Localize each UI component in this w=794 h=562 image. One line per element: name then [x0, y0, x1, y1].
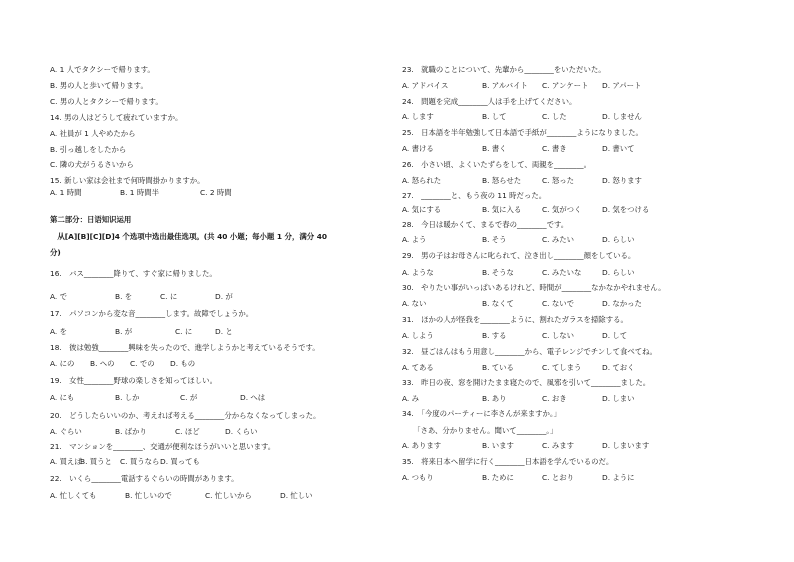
- options-row: [50, 427, 380, 437]
- question-line: 17. パソコンから変な音________します。故障でしょうか。: [50, 309, 254, 318]
- answer-option: B. 忙しいので: [125, 491, 172, 500]
- answer-option: B. への: [90, 359, 115, 368]
- question-line: 27. ________と、もう夜の 11 時だった。: [402, 191, 547, 200]
- answer-option: A. 書ける: [402, 144, 434, 153]
- answer-option: D. して: [602, 331, 628, 340]
- answer-option: C. に: [175, 327, 193, 336]
- section-heading: 分): [50, 248, 61, 257]
- options-row: [402, 112, 752, 122]
- answer-option: B. そう: [482, 235, 507, 244]
- answer-option: C. 忙しいから: [205, 491, 252, 500]
- answer-option: A. ような: [402, 268, 434, 277]
- answer-option: D. へは: [240, 393, 266, 402]
- question-line: 28. 今日は暖かくて、まるで春の________です。: [402, 220, 569, 229]
- answer-option: C. ほど: [175, 427, 200, 436]
- answer-option: C. ないで: [542, 299, 575, 308]
- options-row: [402, 331, 752, 341]
- answer-option: C. アンケート: [542, 81, 589, 90]
- answer-option: D. 気をつける: [602, 205, 650, 214]
- answer-option: B. 書く: [482, 144, 507, 153]
- answer-option: B. なくて: [482, 299, 514, 308]
- answer-option: D. ておく: [602, 363, 635, 372]
- answer-option: B. が: [115, 327, 133, 336]
- answer-option: D. くらい: [225, 427, 258, 436]
- answer-option: A. にも: [50, 393, 75, 402]
- question-line: 16. バス________降りて、すぐ家に帰りました。: [50, 269, 217, 278]
- answer-option: B. アルバイト: [482, 81, 528, 90]
- answer-option: D. らしい: [602, 235, 635, 244]
- answer-option: D. アパート: [602, 81, 642, 90]
- question-line: 18. 彼は勉強________興味を失ったので、進学しようかと考えているそうです。: [50, 343, 320, 352]
- question-line: 25. 日本語を半年勉強して日本語で手紙が________ようになりました。: [402, 128, 643, 137]
- question-line: 29. 男の子はお母さんに叱られて、泣き出し________顔をしている。: [402, 251, 636, 260]
- options-row: [50, 457, 380, 467]
- question-line: 30. やりたい事がいっぱいあるけれど、時間が________なかなかやれません。: [402, 283, 666, 292]
- answer-option: C. みたいな: [542, 268, 582, 277]
- answer-option: A. よう: [402, 235, 427, 244]
- question-line: A. 社員が 1 人やめたから: [50, 129, 136, 138]
- options-row: [402, 176, 752, 186]
- answer-option: C. した: [542, 112, 567, 121]
- question-line: 35. 将来日本へ留学に行く________日本語を学んでいるのだ。: [402, 457, 614, 466]
- question-line: 26. 小さい頃、よくいたずらをして、両親を________。: [402, 160, 591, 169]
- options-row: [402, 235, 752, 245]
- options-row: [402, 81, 752, 91]
- answer-option: A. 忙しくても: [50, 491, 97, 500]
- answer-option: A. を: [50, 327, 68, 336]
- answer-option: C. に: [160, 292, 178, 301]
- question-line: 15. 新しい家は会社まで何時間掛かりますか。: [50, 176, 205, 185]
- options-row: [402, 441, 752, 451]
- answer-option: B. ばかり: [115, 427, 147, 436]
- answer-option: C. しない: [542, 331, 575, 340]
- question-line: A. 1 人でタクシーで帰ります。: [50, 65, 155, 74]
- options-row: [402, 363, 752, 373]
- answer-option: B. そうな: [482, 268, 514, 277]
- answer-option: B. 気に入る: [482, 205, 522, 214]
- answer-option: D. と: [215, 327, 233, 336]
- answer-option: D. なかった: [602, 299, 642, 308]
- options-row: [402, 205, 752, 215]
- answer-option: D. 買っても: [160, 457, 200, 466]
- question-line: 21. マンションを________、交通が便利なほうがいいと思います。: [50, 442, 276, 451]
- options-row: [50, 359, 380, 369]
- answer-option: A. アドバイス: [402, 81, 449, 90]
- answer-option: B. ている: [482, 363, 514, 372]
- answer-option: C. 怒った: [542, 176, 575, 185]
- answer-option: C. とおり: [542, 473, 575, 482]
- answer-option: B. 買うと: [80, 457, 112, 466]
- answer-option: B. ために: [482, 473, 514, 482]
- question-line: B. 男の人と歩いて帰ります。: [50, 81, 148, 90]
- answer-option: D. しまいます: [602, 441, 650, 450]
- answer-option: B. 怒らせた: [482, 176, 522, 185]
- answer-option: D. らしい: [602, 268, 635, 277]
- answer-option: D. もの: [170, 359, 196, 368]
- answer-option: A. み: [402, 394, 420, 403]
- answer-option: B. 1 時間半: [120, 188, 159, 197]
- question-line: C. 隣の犬がうるさいから: [50, 160, 134, 169]
- answer-option: B. います: [482, 441, 514, 450]
- answer-option: D. しまい: [602, 394, 635, 403]
- answer-option: B. あり: [482, 394, 507, 403]
- answer-option: A. つもり: [402, 473, 434, 482]
- answer-option: D. が: [215, 292, 233, 301]
- question-line: 23. 就職のことについて、先輩から________をいただいた。: [402, 65, 606, 74]
- options-row: [50, 491, 380, 501]
- question-line: C. 男の人とタクシーで帰ります。: [50, 97, 163, 106]
- options-row: [402, 473, 752, 483]
- question-line: 22. いくら________電話するぐらいの時間があります。: [50, 474, 239, 483]
- answer-option: A. します: [402, 112, 434, 121]
- options-row: [402, 268, 752, 278]
- answer-option: D. しません: [602, 112, 642, 121]
- answer-option: C. 書き: [542, 144, 567, 153]
- options-row: [402, 144, 752, 154]
- section-heading: 从[A][B][C][D]4 个选项中选出最佳选项。(共 40 小题；每小题 1 分，满分 40: [50, 232, 327, 241]
- question-line: 32. 昼ごはんはもう用意し________から、電子レンジでチンして食べてね。: [402, 347, 657, 356]
- answer-option: A. で: [50, 292, 68, 301]
- answer-option: C. での: [130, 359, 155, 368]
- question-line: 33. 昨日の夜、窓を開けたまま寝たので、風邪を引いて________ました。: [402, 378, 651, 387]
- answer-option: C. 気がつく: [542, 205, 582, 214]
- options-row: [402, 299, 752, 309]
- answer-option: A. しよう: [402, 331, 434, 340]
- answer-option: B. する: [482, 331, 507, 340]
- options-row: [50, 393, 380, 403]
- answer-option: A. 買えば: [50, 457, 82, 466]
- answer-option: D. ように: [602, 473, 635, 482]
- question-line: 34. 「今度のパーティーに李さんが来ますか。」: [402, 409, 561, 418]
- question-line: 20. どうしたらいいのか、考えれば考える________分からなくなってしまった。: [50, 411, 321, 420]
- answer-option: A. 1 時間: [50, 188, 82, 197]
- answer-option: D. 怒ります: [602, 176, 642, 185]
- answer-option: A. あります: [402, 441, 442, 450]
- answer-option: C. てしまう: [542, 363, 582, 372]
- answer-option: B. を: [115, 292, 133, 301]
- options-row: [402, 394, 752, 404]
- answer-option: C. みます: [542, 441, 575, 450]
- answer-option: B. しか: [115, 393, 140, 402]
- question-line: 31. ほかの人が怪我を________ように、割れたガラスを掃除する。: [402, 315, 628, 324]
- answer-option: C. おき: [542, 394, 567, 403]
- options-row: [50, 188, 380, 198]
- question-line: 「さあ、分かりません。聞いて________。」: [402, 426, 558, 435]
- question-line: 19. 女性________野球の楽しさを知ってほしい。: [50, 376, 217, 385]
- answer-option: B. して: [482, 112, 507, 121]
- section-heading: 第二部分：日语知识运用: [50, 215, 132, 224]
- question-line: 24. 問題を完成________人は手を上げてください。: [402, 97, 577, 106]
- answer-option: D. 書いて: [602, 144, 635, 153]
- answer-option: C. 2 時間: [200, 188, 232, 197]
- options-row: [50, 327, 380, 337]
- options-row: [50, 292, 380, 302]
- answer-option: A. 怒られた: [402, 176, 442, 185]
- answer-option: C. が: [180, 393, 198, 402]
- answer-option: C. みたい: [542, 235, 575, 244]
- question-line: 14. 男の人はどうして疲れていますか。: [50, 113, 183, 122]
- answer-option: A. 気にする: [402, 205, 442, 214]
- question-line: B. 引っ越しをしたから: [50, 145, 127, 154]
- answer-option: A. ぐらい: [50, 427, 82, 436]
- answer-option: A. ない: [402, 299, 427, 308]
- answer-option: C. 買うなら: [120, 457, 160, 466]
- answer-option: A. にの: [50, 359, 75, 368]
- answer-option: A. てある: [402, 363, 434, 372]
- answer-option: D. 忙しい: [280, 491, 313, 500]
